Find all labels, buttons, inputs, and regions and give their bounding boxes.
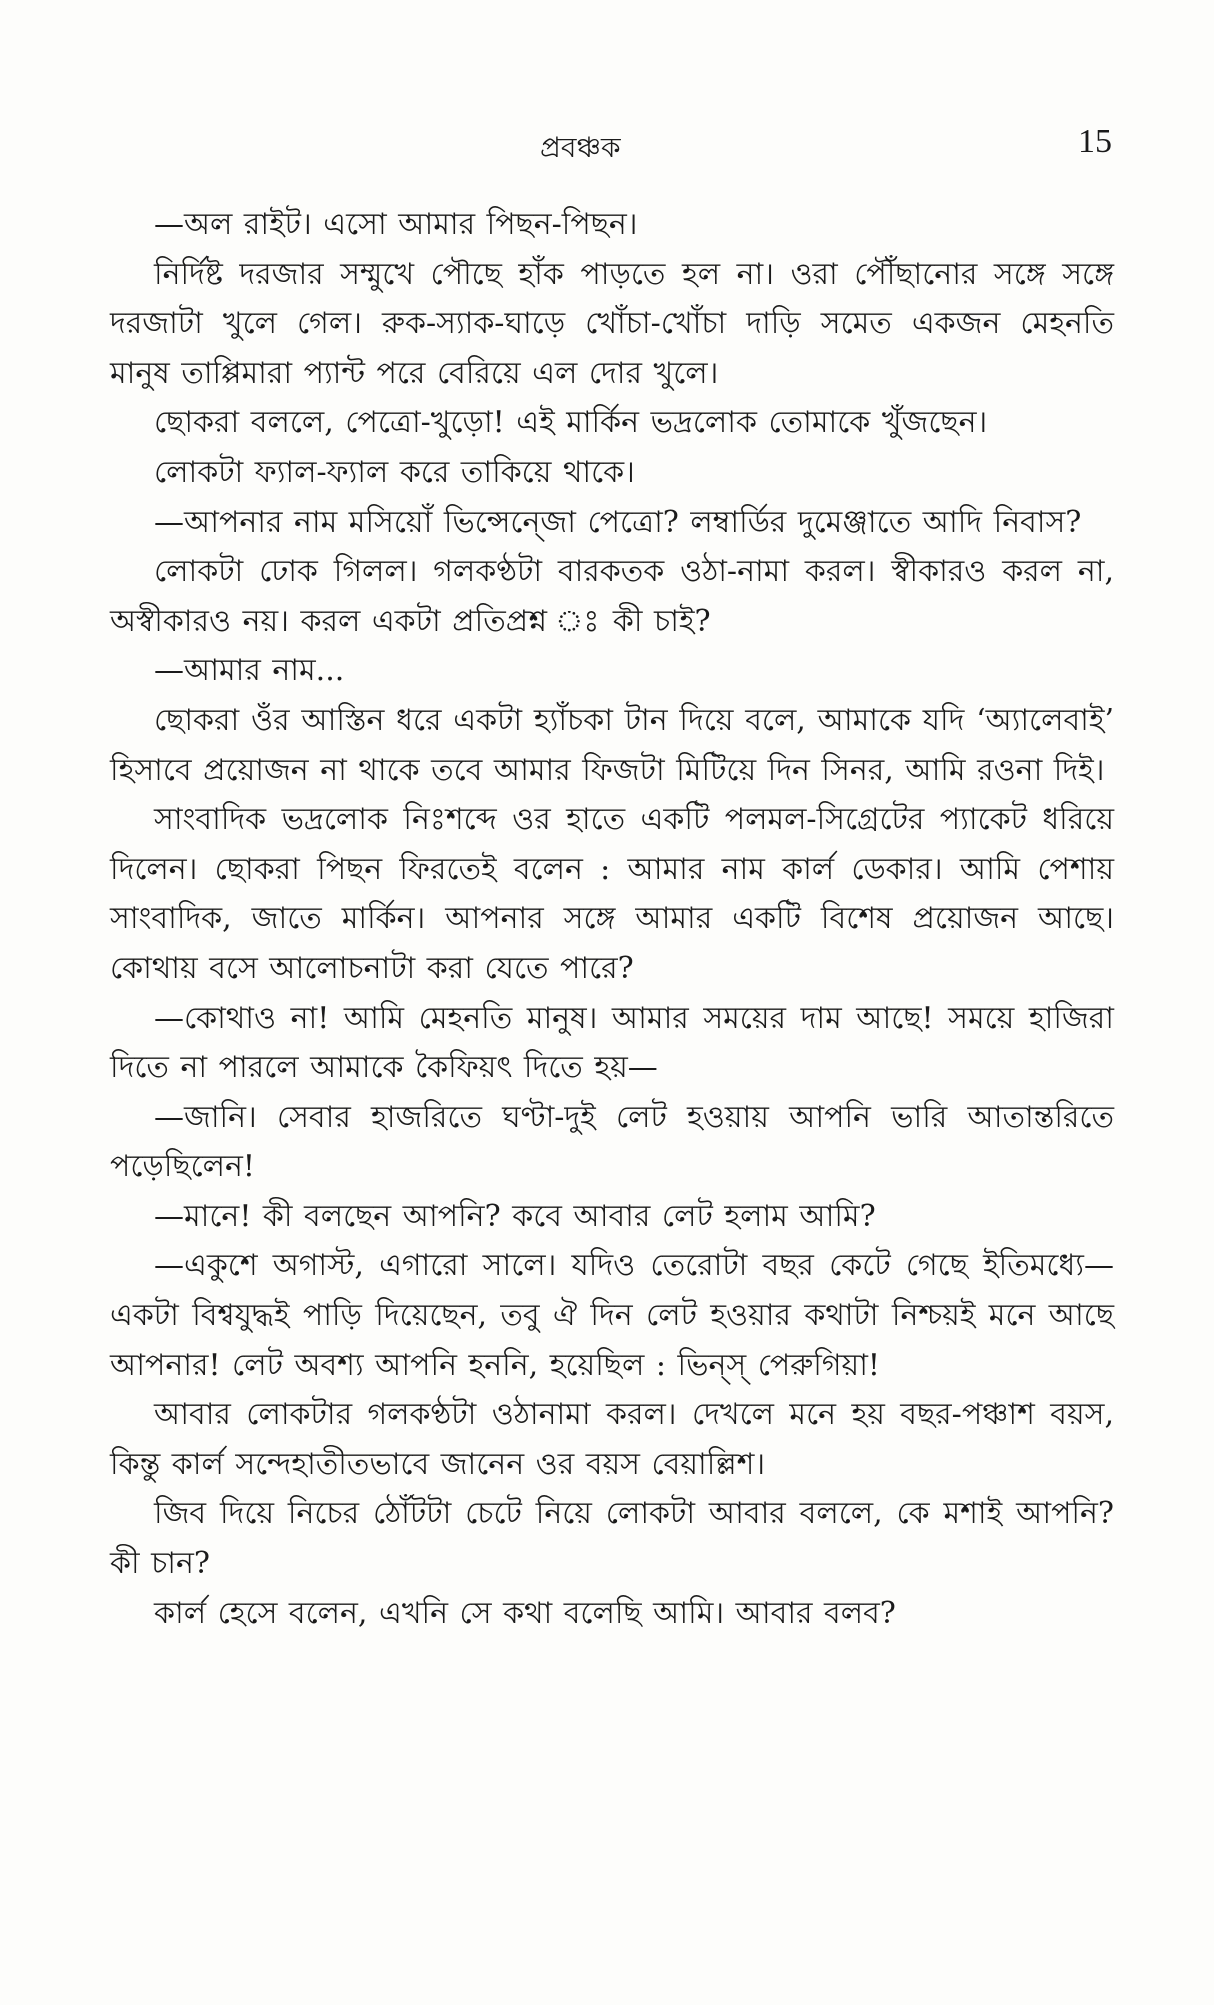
paragraph: আবার লোকটার গলকণ্ঠটা ওঠানামা করল। দেখলে মনে হয় বছর-পঞ্চাশ বয়স, কিন্তু কার্ল সন্দেহাতীতভাবে জানেন ওর বয়স বেয়াল্লিশ। — [110, 1397, 1114, 1482]
running-title: প্রবঞ্চক — [540, 131, 621, 164]
body-text — [110, 200, 1114, 1638]
paragraph: —কোথাও না! আমি মেহনতি মানুষ। আমার সময়ের দাম আছে! সময়ে হাজিরা দিতে না পারলে আমাকে কৈফিয়ৎ দিতে হয়— — [110, 1000, 1114, 1086]
paragraph: —আপনার নাম মসিয়োঁ ভিন্সেন্জো পেত্রো? লম্বার্ডির দুমেঞ্জাতে আদি নিবাস? — [154, 504, 1082, 540]
paragraph: —মানে! কী বলছেন আপনি? কবে আবার লেট হলাম আমি? — [154, 1198, 876, 1234]
paragraph: কার্ল হেসে বলেন, এখনি সে কথা বলেছি আমি। আবার বলব? — [154, 1595, 896, 1631]
paragraph: ছোকরা ওঁর আস্তিন ধরে একটা হ্যাঁচকা টান দিয়ে বলে, আমাকে যদি ‘অ্যালেবাই’ হিসাবে প্রয়োজন না থাকে তবে আমার ফিজটা মিটিয়ে দিন সিনর, আমি রওনা দিই। — [110, 702, 1114, 788]
paragraph: জিব দিয়ে নিচের ঠোঁটটা চেটে নিয়ে লোকটা আবার বললে, কে মশাই আপনি? কী চান? — [110, 1496, 1114, 1582]
paragraph: —একুশে অগাস্ট, এগারো সালে। যদিও তেরোটা বছর কেটে গেছে ইতিমধ্যে—একটা বিশ্বযুদ্ধই পাড়ি দিয়েছেন, তবু ঐ দিন লেট হওয়ার কথাটা নিশ্চয়ই মনে আছে আপনার! লেট অবশ্য আপনি হননি, হয়েছিল : ভিন্স্ পেরুগিয়া! — [110, 1248, 1114, 1383]
paragraph: ছোকরা বললে, পেত্রো-খুড়ো! এই মার্কিন ভদ্রলোক তোমাকে খুঁজছেন। — [154, 405, 988, 441]
paragraph: নির্দিষ্ট দরজার সম্মুখে পৌছে হাঁক পাড়তে হল না। ওরা পৌঁছানোর সঙ্গে সঙ্গে দরজাটা খুলে গেল। রুক-স্যাক-ঘাড়ে খোঁচা-খোঁচা দাড়ি সমেত একজন মেহনতি মানুষ তাপ্পিমারা প্যান্ট পরে বেরিয়ে এল দোর খুলে। — [110, 256, 1114, 391]
running-header — [0, 123, 1214, 168]
paragraph: —আমার নাম... — [154, 653, 345, 689]
paragraph: —অল রাইট। এসো আমার পিছন-পিছন। — [154, 207, 638, 242]
paragraph: —জানি। সেবার হাজরিতে ঘণ্টা-দুই লেট হওয়ায় আপনি ভারি আতান্তরিতে পড়েছিলেন! — [110, 1099, 1114, 1185]
paragraph: লোকটা ঢোক গিলল। গলকণ্ঠটা বারকতক ওঠা-নামা করল। স্বীকারও করল না, অস্বীকারও নয়। করল একটা প্রতিপ্রশ্ন ঃ কী চাই? — [110, 554, 1114, 639]
paragraph: লোকটা ফ্যাল-ফ্যাল করে তাকিয়ে থাকে। — [154, 454, 635, 490]
page-number: 15 — [1078, 123, 1112, 160]
paragraph: সাংবাদিক ভদ্রলোক নিঃশব্দে ওর হাতে একটি পলমল-সিগ্রেটের প্যাকেট ধরিয়ে দিলেন। ছোকরা পিছন ফিরতেই বলেন : আমার নাম কার্ল ডেকার। আমি পেশায় সাংবাদিক, জাতে মার্কিন। আপনার সঙ্গে আমার একটি বিশেষ প্রয়োজন আছে। কোথায় বসে আলোচনাটা করা যেতে পারে? — [110, 802, 1114, 986]
